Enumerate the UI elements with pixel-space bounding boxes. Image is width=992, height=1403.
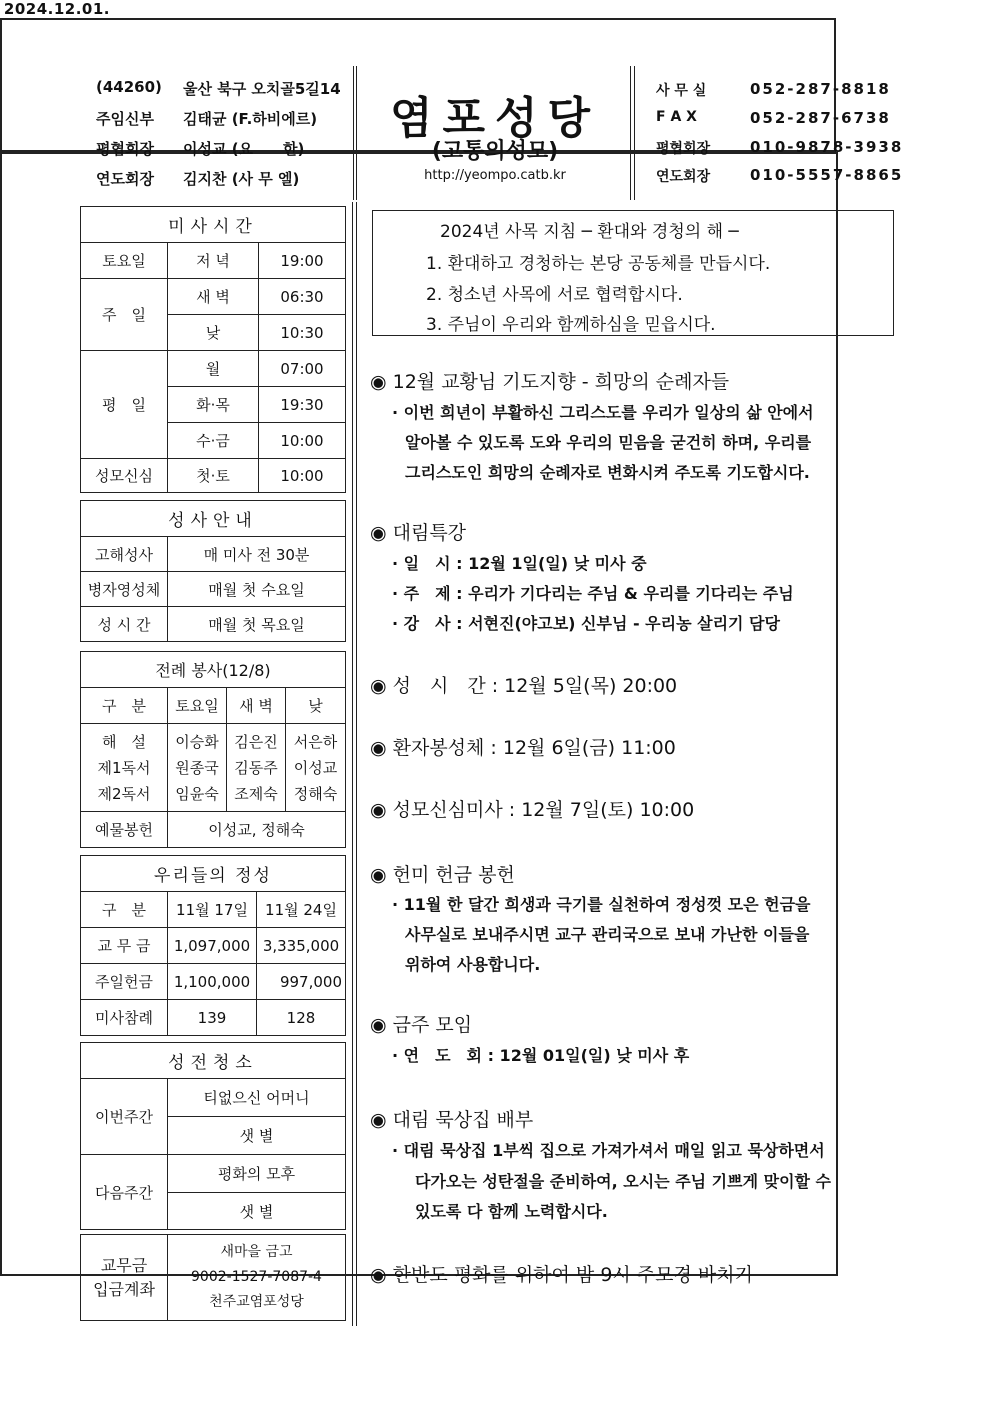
meditation-line-2: 다가오는 성탄절을 준비하여, 오시는 주님 기쁘게 맞이할 수 bbox=[415, 1172, 832, 1191]
postal-code: (44260) bbox=[96, 78, 162, 96]
prayer-line-2: 알아볼 수 있도록 도와 우리의 믿음을 굳건히 하며, 우리를 bbox=[405, 433, 812, 452]
account-label-2: 입금계좌 bbox=[93, 1279, 155, 1299]
sick-communion-notice: ◉ 환자봉성체 : 12월 6일(금) 11:00 bbox=[370, 737, 676, 759]
role-commentary: 해 설 bbox=[102, 732, 146, 751]
account-info bbox=[168, 1235, 346, 1321]
liturgy-roles bbox=[81, 724, 168, 812]
donation-line-2: 사무실로 보내주시면 교구 관리국으로 보내 가난한 이들을 bbox=[405, 925, 810, 944]
council-label: 평협회장 bbox=[96, 140, 154, 158]
donation-title: ◉ 헌미 헌금 봉헌 bbox=[370, 864, 515, 886]
sunday-b: 997,000 bbox=[257, 964, 346, 1000]
church-name: 염포성당 bbox=[389, 93, 600, 144]
sun-dawn-time: 06:30 bbox=[259, 279, 346, 315]
header-divider-left bbox=[353, 66, 354, 200]
mass-times-table bbox=[80, 206, 346, 493]
contact-fax: 052-287-6738 bbox=[750, 109, 891, 127]
offerings-col-label: 구 분 bbox=[81, 892, 168, 928]
contact-label-council: 평협회장 bbox=[656, 141, 711, 157]
sat-commentary: 이승화 bbox=[175, 732, 219, 751]
wedfri-label: 수·금 bbox=[168, 423, 259, 459]
meeting-title: ◉ 금주 모임 bbox=[370, 1014, 473, 1036]
role-reading2: 제2독서 bbox=[97, 784, 151, 803]
mary-day: 첫·토 bbox=[168, 459, 259, 493]
donation-line-3: 위하여 사용합니다. bbox=[405, 955, 541, 974]
goal-item-3: 3. 주님이 우리와 함께하심을 믿읍시다. bbox=[426, 315, 716, 335]
advent-date: · 일 시 : 12월 1일(일) 낮 미사 중 bbox=[392, 554, 647, 573]
this-week-team1: 티없으신 어머니 bbox=[168, 1079, 346, 1117]
sick-communion-value: 매월 첫 수요일 bbox=[168, 572, 346, 607]
liturgy-table bbox=[80, 651, 346, 848]
liturgy-col-role: 구 분 bbox=[81, 688, 168, 724]
sun-noon-time: 10:30 bbox=[259, 315, 346, 351]
tuethu-label: 화·목 bbox=[168, 387, 259, 423]
sat-time-label: 저 녁 bbox=[168, 243, 259, 279]
account-bank: 새마을 금고 bbox=[220, 1244, 293, 1260]
holy-hour-label: 성 시 간 bbox=[81, 607, 168, 642]
offering-names: 이성교, 정해숙 bbox=[168, 812, 346, 848]
attendance-label: 미사참례 bbox=[81, 1000, 168, 1036]
contact-council: 010-9878-3938 bbox=[750, 138, 904, 156]
yeondo-label: 연도회장 bbox=[96, 170, 154, 188]
sacrament-title: 성사안내 bbox=[81, 501, 346, 537]
mon-time: 07:00 bbox=[259, 351, 346, 387]
goal-item-1: 1. 환대하고 경청하는 본당 공동체를 만듭시다. bbox=[426, 254, 771, 274]
pastor-label: 주임신부 bbox=[96, 110, 154, 128]
dawn-reading2: 조제숙 bbox=[234, 784, 278, 803]
offerings-col-a: 11월 17일 bbox=[168, 892, 257, 928]
goal-item-2: 2. 청소년 사목에 서로 협력합시다. bbox=[426, 285, 683, 305]
liturgy-sat bbox=[168, 724, 227, 812]
yeondo-name: 김지찬 (사 무 엘) bbox=[183, 170, 300, 188]
offerings-col-b: 11월 24일 bbox=[257, 892, 346, 928]
main-divider2 bbox=[356, 202, 357, 1326]
tuethu-time: 19:30 bbox=[259, 387, 346, 423]
this-week-label: 이번주간 bbox=[81, 1079, 168, 1155]
liturgy-col-sat: 토요일 bbox=[168, 688, 227, 724]
dawn-commentary: 김은진 bbox=[234, 732, 278, 751]
account-label bbox=[81, 1235, 168, 1321]
sun-noon-label: 낮 bbox=[168, 315, 259, 351]
cleaning-table bbox=[80, 1042, 346, 1230]
sun-dawn-label: 새 벽 bbox=[168, 279, 259, 315]
goal-title: 2024년 사목 지침 ─ 환대와 경청의 해 ─ bbox=[440, 222, 739, 242]
sat-reading2: 임윤숙 bbox=[175, 784, 219, 803]
noon-reading2: 정해숙 bbox=[293, 784, 338, 803]
advent-lecture-title: ◉ 대림특강 bbox=[370, 522, 467, 544]
noon-reading1: 이성교 bbox=[293, 758, 338, 777]
prayer-intention-title: ◉ 12월 교황님 기도지향 - 희망의 순례자들 bbox=[370, 371, 730, 393]
offerings-table bbox=[80, 855, 346, 1036]
sat-label: 토요일 bbox=[81, 243, 168, 279]
contact-label-yeondo: 연도회장 bbox=[656, 169, 711, 185]
sick-communion-label: 병자영성체 bbox=[81, 572, 168, 607]
dawn-reading1: 김동주 bbox=[234, 758, 278, 777]
mary-mass-notice: ◉ 성모신심미사 : 12월 7일(토) 10:00 bbox=[370, 799, 695, 821]
sun-label: 주 일 bbox=[81, 279, 168, 351]
offering-label: 예물봉헌 bbox=[81, 812, 168, 848]
sat-time: 19:00 bbox=[259, 243, 346, 279]
meditation-line-1: · 대림 묵상집 1부씩 집으로 가져가셔서 매일 읽고 묵상하면서 bbox=[392, 1141, 825, 1160]
role-reading1: 제1독서 bbox=[97, 758, 151, 777]
main-divider bbox=[352, 202, 353, 1326]
liturgy-col-noon: 낮 bbox=[286, 688, 346, 724]
prayer-line-3: 그리스도인 희망의 순례자로 변화시켜 주도록 기도합시다. bbox=[405, 463, 810, 482]
header-divider-left2 bbox=[356, 66, 357, 200]
offerings-title: 우리들의 정성 bbox=[81, 856, 346, 892]
account-table bbox=[80, 1234, 346, 1321]
church-url[interactable]: http://yeompo.catb.kr bbox=[424, 168, 566, 183]
contact-yeondo: 010-5557-8865 bbox=[750, 166, 904, 184]
account-number: 9002-1527-7087-4 bbox=[191, 1269, 322, 1285]
holy-hour-notice: ◉ 성 시 간 : 12월 5일(목) 20:00 bbox=[370, 675, 678, 697]
sacrament-table bbox=[80, 500, 346, 642]
meditation-line-3: 있도록 다 함께 노력합시다. bbox=[415, 1202, 608, 1221]
confession-value: 매 미사 전 30분 bbox=[168, 537, 346, 572]
council-name: 이성교 (요 한) bbox=[183, 140, 305, 158]
advent-topic: · 주 제 : 우리가 기다리는 주님 & 우리를 기다리는 주님 bbox=[392, 584, 794, 603]
liturgy-dawn bbox=[227, 724, 286, 812]
address: 울산 북구 오치골5길14 bbox=[183, 80, 341, 98]
wedfri-time: 10:00 bbox=[259, 423, 346, 459]
peace-prayer-notice: ◉ 한반도 평화를 위하여 밤 9시 주모경 바치기 bbox=[370, 1264, 753, 1286]
meeting-line: · 연 도 회 : 12월 01일(일) 낮 미사 후 bbox=[392, 1046, 690, 1065]
liturgy-col-dawn: 새 벽 bbox=[227, 688, 286, 724]
holy-hour-value: 매월 첫 목요일 bbox=[168, 607, 346, 642]
noon-commentary: 서은하 bbox=[293, 732, 338, 751]
attendance-a: 139 bbox=[168, 1000, 257, 1036]
mary-label: 성모신심 bbox=[81, 459, 168, 493]
donation-line-1: · 11월 한 달간 희생과 극기를 실천하여 정성껏 모은 헌금을 bbox=[392, 895, 811, 914]
sunday-a: 1,100,000 bbox=[168, 964, 257, 1000]
tithe-b: 3,335,000 bbox=[257, 928, 346, 964]
next-week-team2: 샛 별 bbox=[168, 1193, 346, 1230]
this-week-team2: 샛 별 bbox=[168, 1117, 346, 1155]
mon-label: 월 bbox=[168, 351, 259, 387]
liturgy-title: 전례 봉사(12/8) bbox=[81, 652, 346, 688]
contact-office: 052-287-8818 bbox=[750, 80, 891, 98]
contact-label-office: 사 무 실 bbox=[656, 83, 707, 99]
pastor-name: 김태균 (F.하비에르) bbox=[183, 110, 318, 128]
account-label-1: 교무금 bbox=[100, 1255, 148, 1275]
patron-name: (고통의성모) bbox=[431, 139, 559, 164]
mary-time: 10:00 bbox=[259, 459, 346, 493]
weekday-label: 평 일 bbox=[81, 351, 168, 459]
issue-date: 2024.12.01. bbox=[3, 0, 110, 18]
confession-label: 고해성사 bbox=[81, 537, 168, 572]
contact-label-fax: F A X bbox=[656, 109, 697, 125]
liturgy-noon bbox=[286, 724, 346, 812]
prayer-line-1: · 이번 희년이 부활하신 그리스도를 우리가 일상의 삶 안에서 bbox=[392, 403, 814, 422]
tithe-a: 1,097,000 bbox=[168, 928, 257, 964]
next-week-label: 다음주간 bbox=[81, 1155, 168, 1230]
meditation-book-title: ◉ 대림 묵상집 배부 bbox=[370, 1109, 534, 1131]
header-divider-right bbox=[630, 66, 631, 200]
attendance-b: 128 bbox=[257, 1000, 346, 1036]
mass-times-title: 미사시간 bbox=[81, 207, 346, 243]
advent-speaker: · 강 사 : 서현진(야고보) 신부님 - 우리농 살리기 담당 bbox=[392, 614, 780, 633]
sunday-label: 주일헌금 bbox=[81, 964, 168, 1000]
account-holder: 천주교염포성당 bbox=[209, 1294, 304, 1310]
sat-reading1: 원종국 bbox=[175, 758, 219, 777]
header-divider-right2 bbox=[634, 66, 635, 200]
next-week-team1: 평화의 모후 bbox=[168, 1155, 346, 1193]
tithe-label: 교 무 금 bbox=[81, 928, 168, 964]
cleaning-title: 성전청소 bbox=[81, 1043, 346, 1079]
